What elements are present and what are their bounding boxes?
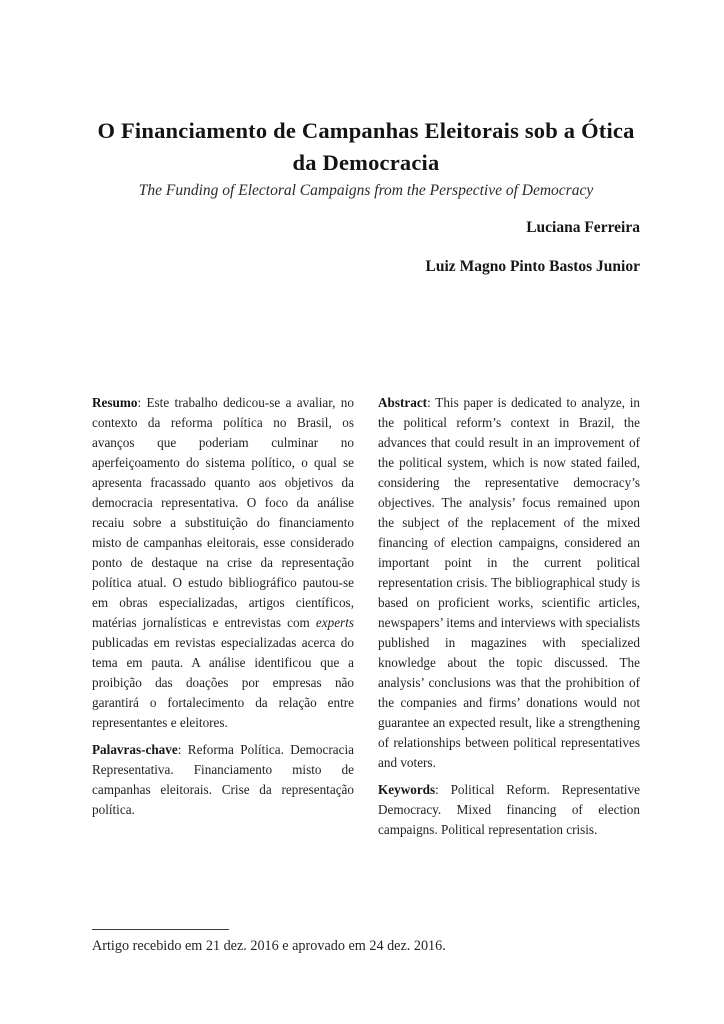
keywords-en-text: : Political Reform. Representative Democracy. Mixed financing of election campaigns. Political representation crisis. — [378, 782, 640, 837]
keywords-en-paragraph — [378, 780, 640, 840]
abstract-pt-italic-term: experts — [315, 615, 354, 630]
abstract-en-label: Abstract — [378, 395, 428, 410]
abstract-pt-text-before-italic: : Este trabalho dedicou-se a avaliar, no contexto da reforma política no Brasil, os avanços que poderiam culminar no aperfeiçoamento do sistema político, o qual se apresenta fracassado quanto aos objetivos da democracia representativa. O foco da análise recaiu sobre a substituição do financiamento misto de campanhas eleitorais, esse considerado ponto de destaque na crise da representação política atual. O estudo bibliográfico pautou-se em obras especializadas, artigos científicos, matérias jornalísticas e entrevistas com — [92, 395, 354, 630]
abstract-pt-paragraph — [92, 393, 354, 733]
footnote-divider — [92, 929, 229, 930]
page-title: O Financiamento de Campanhas Eleitorais sob a Ótica da Democracia — [97, 118, 635, 175]
abstract-column-english — [378, 393, 640, 847]
keywords-pt-paragraph — [92, 740, 354, 820]
abstract-en-text: : This paper is dedicated to analyze, in the political reform’s context in Brazil, the advances that could result in an improvement of the political system, which is now stated failed, considering the representative democracy’s objectives. The analysis’ focus remained upon the subject of the replacement of the mixed financing of election campaigns, considered an important point in the current political representation crisis. The bibliographical study is based on proficient works, scientific articles, newspapers’ items and interviews with specialists published in magazines with specialized knowledge about the topic discussed. The analysis’ conclusions was that the prohibition of the companies and firms’ donations would not guarantee an expected result, like a strengthening of relationships between political representatives and voters. — [378, 395, 640, 770]
keywords-en-label: Keywords — [378, 782, 436, 797]
abstract-en-paragraph — [378, 393, 640, 773]
author-name: Luciana Ferreira — [526, 219, 640, 236]
abstract-columns — [92, 393, 640, 847]
keywords-pt-text: : Reforma Política. Democracia Representativa. Financiamento misto de campanhas eleitorais. Crise da representação política. — [92, 742, 354, 817]
abstract-pt-label: Resumo — [92, 395, 138, 410]
footnote-received-approved: Artigo recebido em 21 dez. 2016 e aprovado em 24 dez. 2016. — [92, 938, 446, 954]
abstract-column-portuguese — [92, 393, 354, 847]
author-name: Luiz Magno Pinto Bastos Junior — [425, 258, 640, 275]
page-subtitle-english: The Funding of Electoral Campaigns from the Perspective of Democracy — [138, 182, 594, 199]
abstract-pt-text-after-italic: publicadas em revistas especializadas acerca do tema em pauta. A análise identificou que a proibição das doações por empresas não garantirá o fortalecimento da relação entre representantes e eleitores. — [92, 635, 354, 730]
keywords-pt-label: Palavras-chave — [92, 742, 178, 757]
